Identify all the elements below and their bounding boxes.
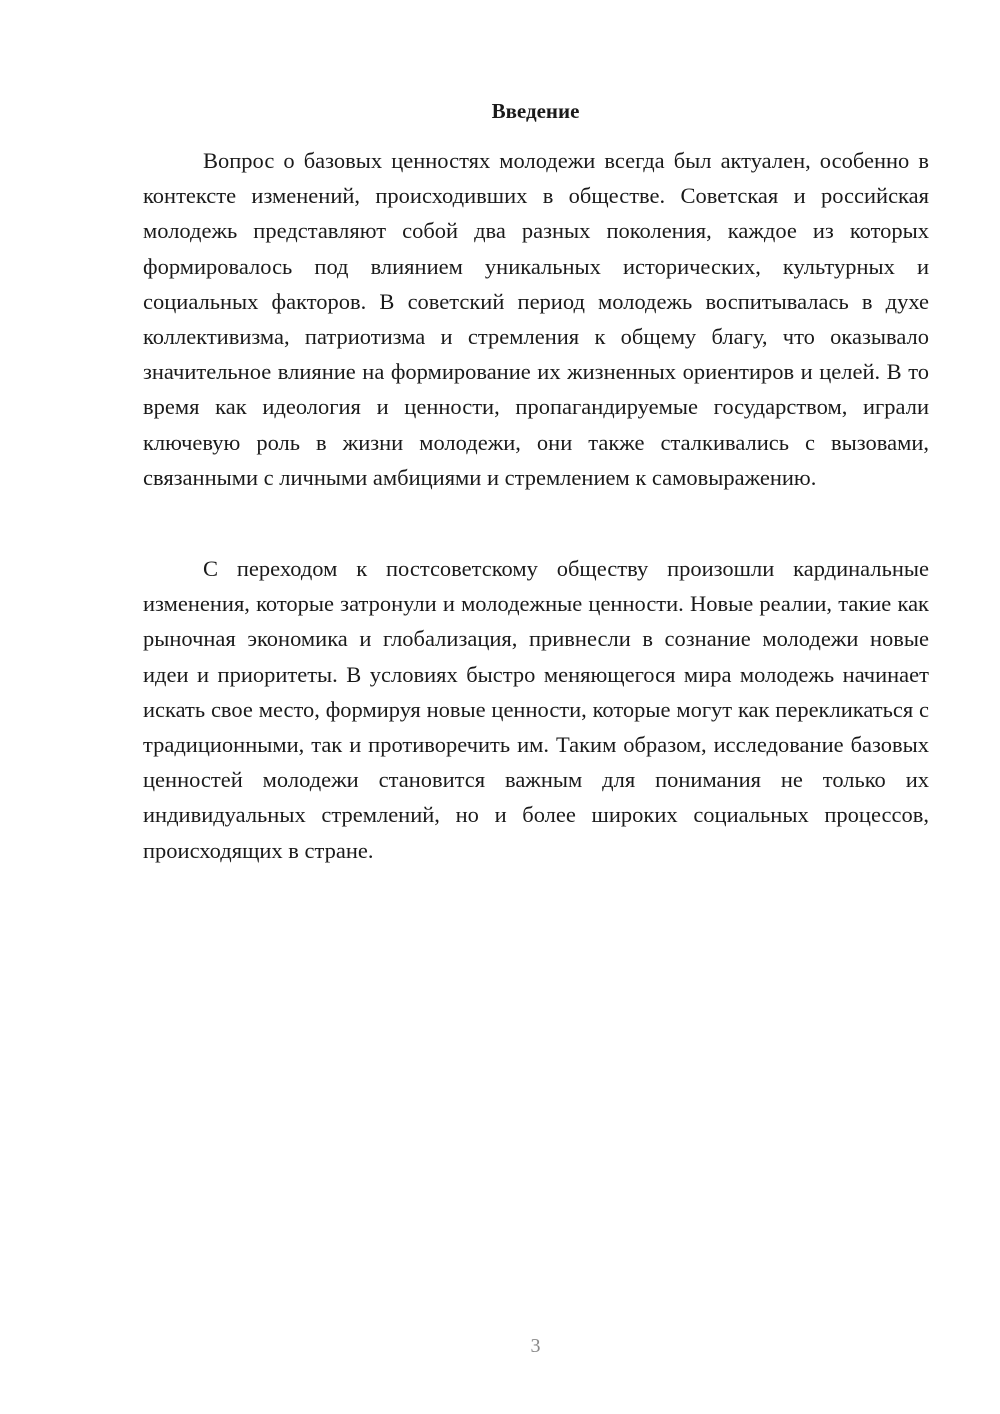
- page-number: 3: [530, 1335, 541, 1357]
- paragraph-1: Вопрос о базовых ценностях молодежи всегда был актуален, особенно в контексте изменений, происходивших в обществе. Советская и российская молодежь представляют собой два разных поколения, каждое из которых формировалось под влиянием уникальных исторических, культурных и социальных факторов. В советский период молодежь воспитывалась в духе коллективизма, патриотизма и стремления к общему благу, что оказывало значительное влияние на формирование их жизненных ориентиров и целей. В то время как идеология и ценности, пропагандируемые государством, играли ключевую роль в жизни молодежи, они также сталкивались с вызовами, связанными с личными амбициями и стремлением к самовыражению.: [143, 148, 929, 490]
- paragraph-2: С переходом к постсоветскому обществу произошли кардинальные изменения, которые затронули и молодежные ценности. Новые реалии, такие как рыночная экономика и глобализация, привнесли в сознание молодежи новые идеи и приоритеты. В условиях быстро меняющегося мира молодежь начинает искать свое место, формируя новые ценности, которые могут как перекликаться с традиционными, так и противоречить им. Таким образом, исследование базовых ценностей молодежи становится важным для понимания не только их индивидуальных стремлений, но и более широких социальных процессов, происходящих в стране.: [143, 556, 929, 863]
- section-title: Введение: [491, 99, 580, 123]
